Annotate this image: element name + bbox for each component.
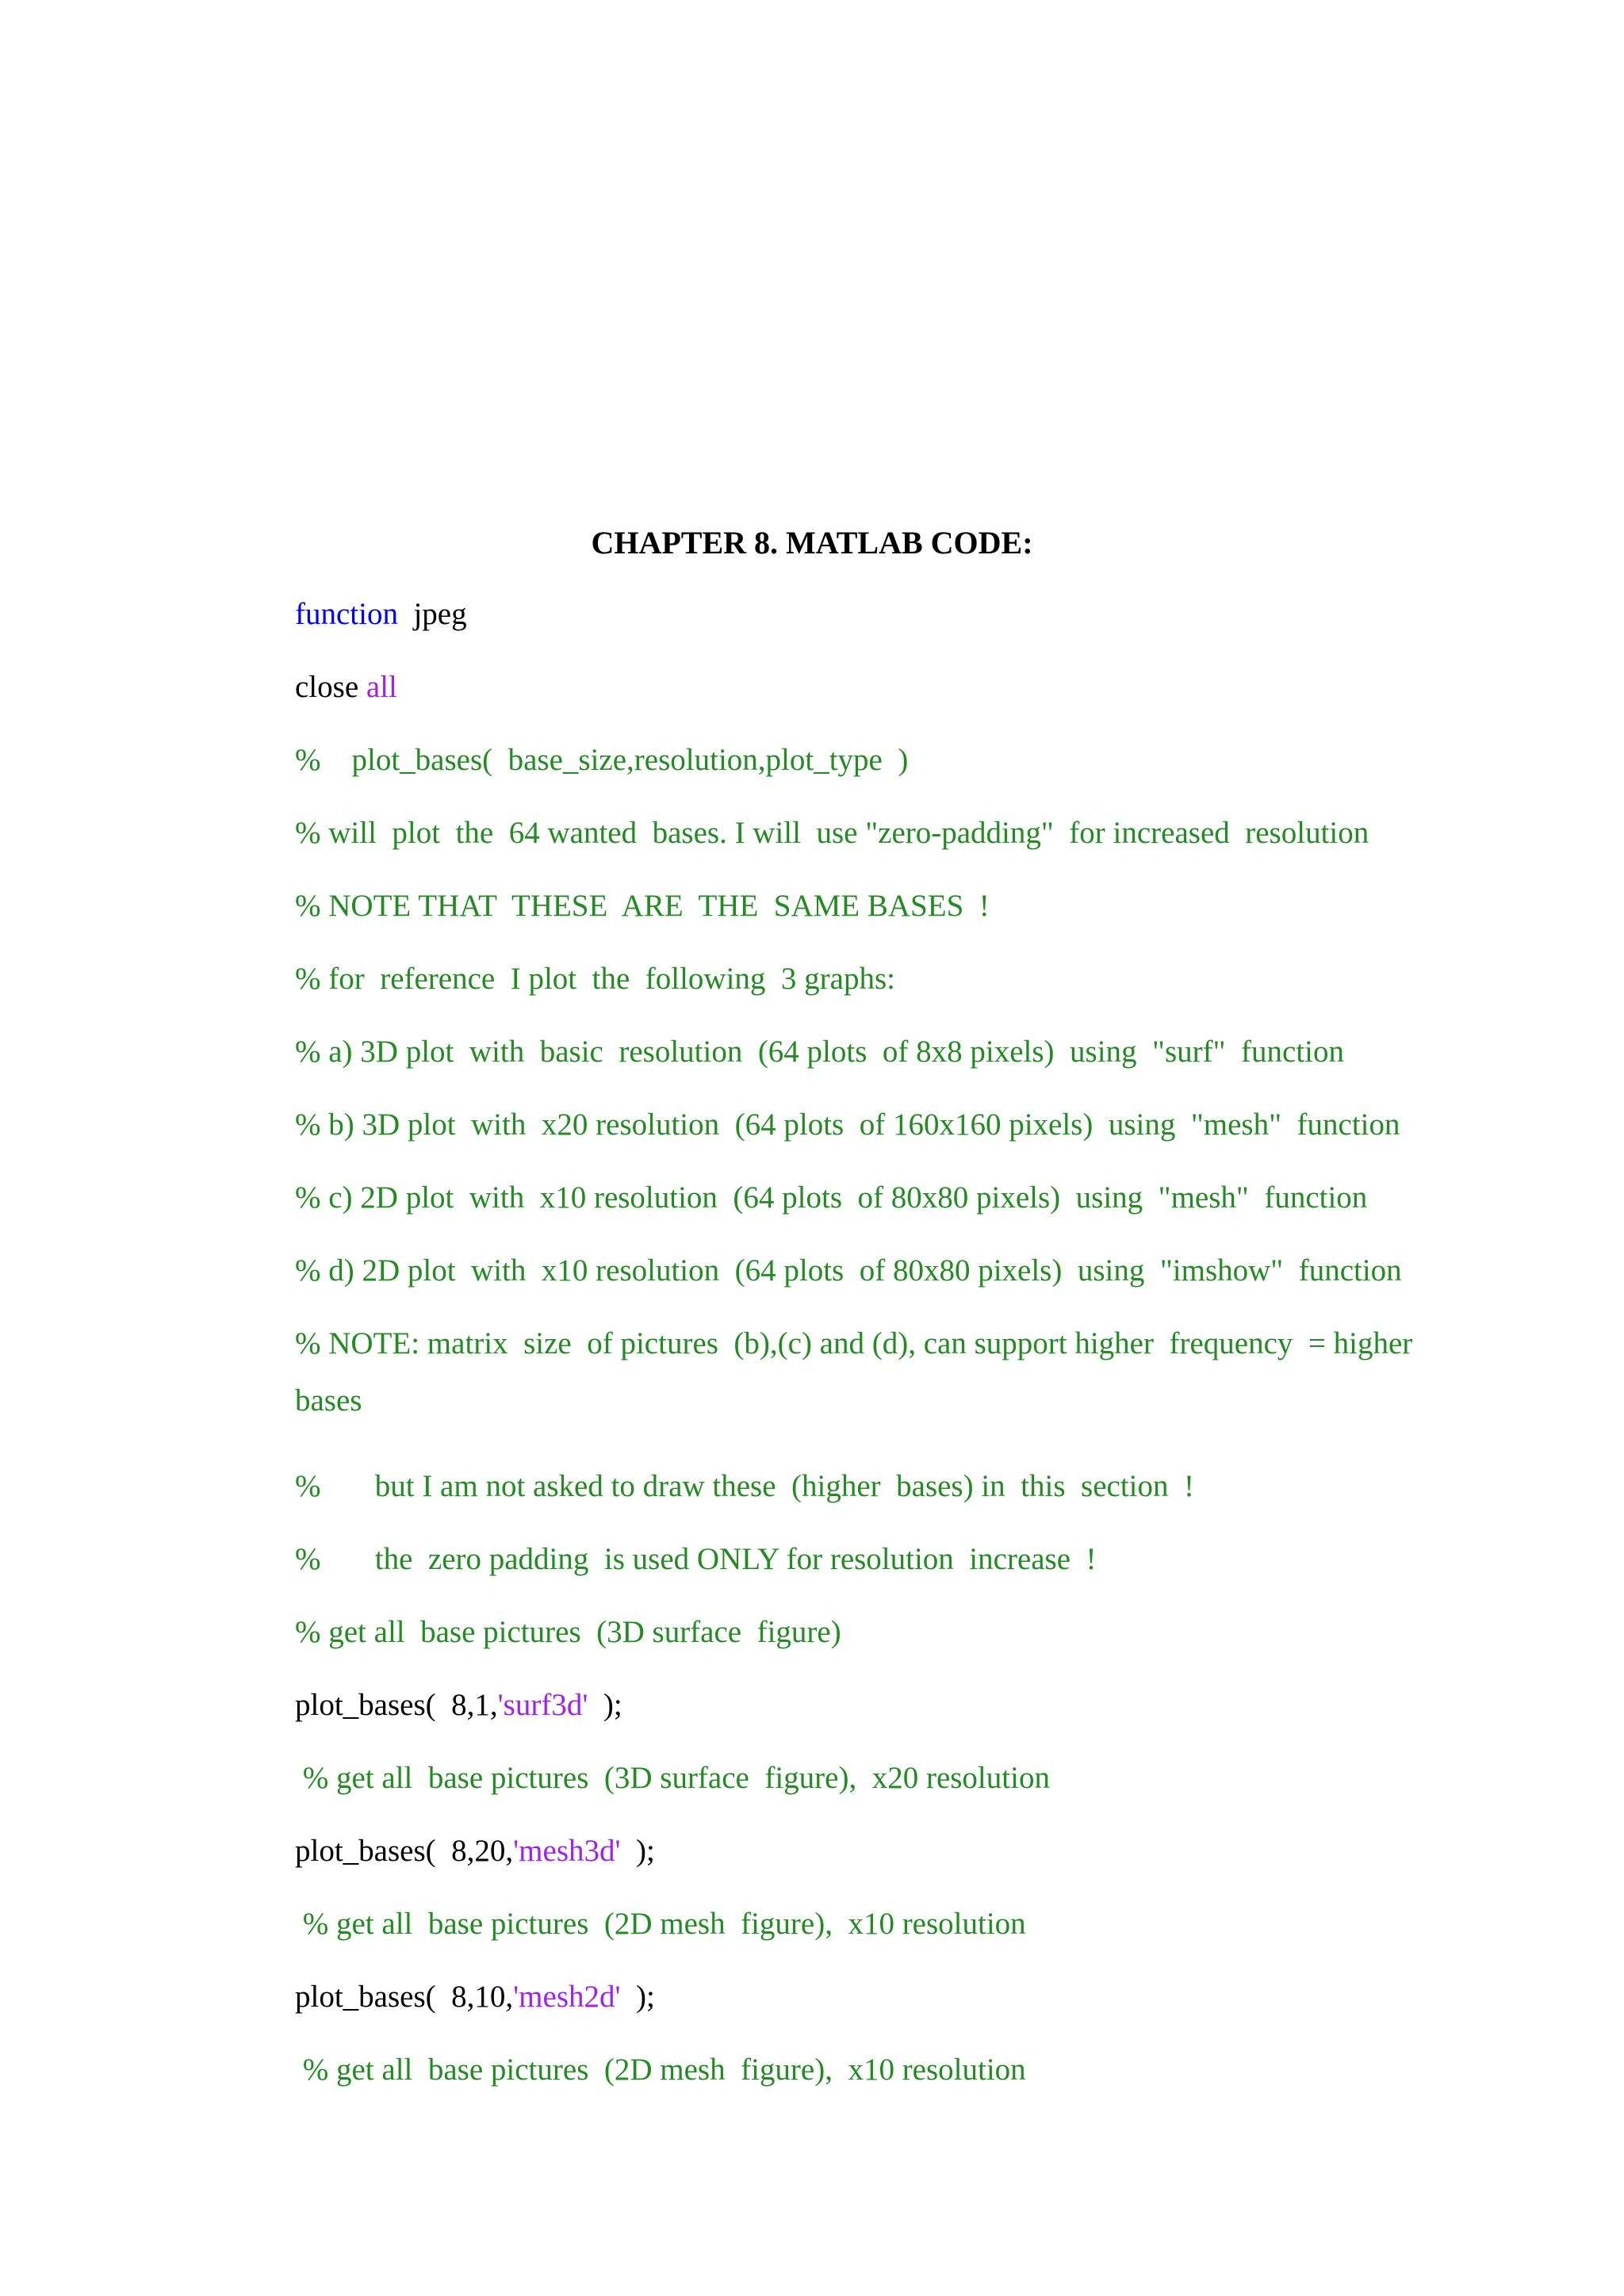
code-token-comment: % get all base pictures (2D mesh figure), x10 resolution <box>295 1907 1026 1941</box>
code-line <box>295 886 990 926</box>
code-token-keyword: function <box>295 597 398 631</box>
code-token-comment: % a) 3D plot with basic resolution (64 plots of 8x8 pixels) using "surf" function <box>295 1035 1345 1069</box>
code-line <box>295 1251 1402 1291</box>
code-line <box>295 595 467 634</box>
code-token-text: jpeg <box>397 597 467 631</box>
code-line <box>295 1977 655 2017</box>
code-line <box>295 959 895 999</box>
code-line <box>295 740 908 780</box>
code-token-text: ); <box>620 1834 655 1868</box>
code-token-string: 'mesh3d' <box>513 1834 621 1868</box>
code-line <box>295 1467 1194 1506</box>
code-token-comment: % the zero padding is used ONLY for resolution increase ! <box>295 1542 1097 1576</box>
chapter-title: CHAPTER 8. MATLAB CODE: <box>591 525 1033 561</box>
code-token-string: all <box>366 670 397 704</box>
code-line <box>295 1758 1050 1798</box>
code-line <box>295 1178 1367 1218</box>
code-line <box>295 1613 841 1652</box>
code-line <box>295 1105 1400 1145</box>
code-token-text: plot_bases( 8,20, <box>295 1834 514 1868</box>
code-token-comment: % get all base pictures (3D surface figure), x20 resolution <box>295 1761 1050 1795</box>
code-line <box>295 1904 1026 1944</box>
code-token-text: close <box>295 670 366 704</box>
code-token-comment: % NOTE: matrix size of pictures (b),(c) and (d), can support higher frequency = higher <box>295 1326 1413 1360</box>
code-token-comment: bases <box>295 1383 362 1418</box>
code-line <box>295 1540 1097 1579</box>
code-token-comment: % get all base pictures (3D surface figure) <box>295 1615 841 1649</box>
code-token-comment: % get all base pictures (2D mesh figure), x10 resolution <box>295 2053 1026 2087</box>
code-token-text: plot_bases( 8,10, <box>295 1980 514 2014</box>
code-token-text: ); <box>620 1980 655 2014</box>
code-line <box>295 1831 655 1871</box>
code-token-comment: % c) 2D plot with x10 resolution (64 plots of 80x80 pixels) using "mesh" function <box>295 1181 1368 1215</box>
code-line <box>295 2050 1026 2090</box>
code-line <box>295 1381 362 1421</box>
code-token-comment: % b) 3D plot with x20 resolution (64 plots of 160x160 pixels) using "mesh" function <box>295 1108 1400 1142</box>
code-line <box>295 1686 622 1725</box>
code-token-comment: % will plot the 64 wanted bases. I will use "zero-padding" for increased resolution <box>295 816 1369 850</box>
code-token-string: 'mesh2d' <box>513 1980 621 2014</box>
code-token-comment: % for reference I plot the following 3 graphs: <box>295 962 895 996</box>
code-token-text: ); <box>588 1688 622 1722</box>
code-token-string: 'surf3d' <box>497 1688 588 1722</box>
code-token-comment: % d) 2D plot with x10 resolution (64 plots of 80x80 pixels) using "imshow" function <box>295 1253 1402 1288</box>
code-token-comment: % but I am not asked to draw these (higher bases) in this section ! <box>295 1469 1194 1503</box>
code-line <box>295 813 1369 853</box>
code-line <box>295 1324 1412 1364</box>
code-line <box>295 1032 1344 1072</box>
code-line <box>295 668 397 707</box>
code-token-comment: % NOTE THAT THESE ARE THE SAME BASES ! <box>295 889 990 923</box>
code-token-text: plot_bases( 8,1, <box>295 1688 498 1722</box>
code-token-comment: % plot_bases( base_size,resolution,plot_type ) <box>295 743 909 777</box>
